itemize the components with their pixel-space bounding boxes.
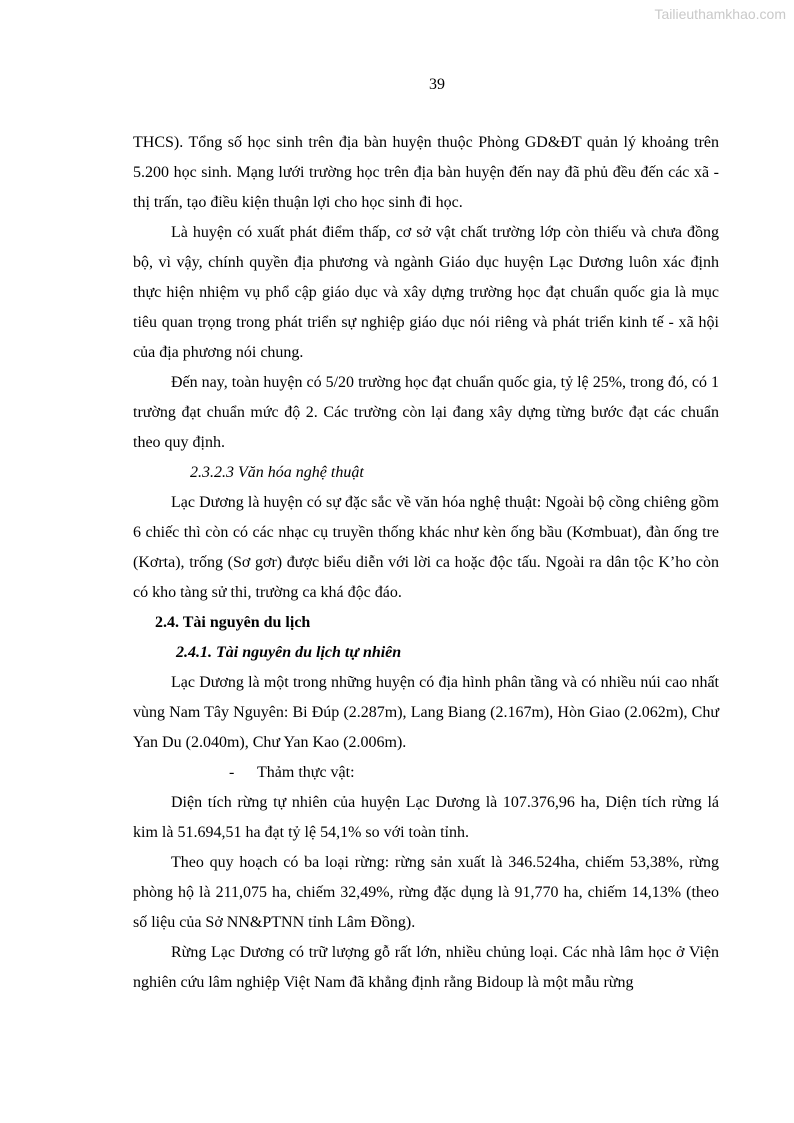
heading-tourism-resources: 2.4. Tài nguyên du lịch: [155, 614, 311, 631]
page-number: 39: [429, 76, 445, 93]
watermark: Tailieuthamkhao.com: [654, 6, 786, 22]
heading-culture-arts: 2.3.2.3 Văn hóa nghệ thuật: [190, 464, 364, 481]
heading-natural-tourism-resources: 2.4.1. Tài nguyên du lịch tự nhiên: [176, 644, 402, 661]
paragraph-education-goals: Là huyện có xuất phát điểm thấp, cơ sở vật chất trường lớp còn thiếu và chưa đồng bộ, vì vậy, chính quyền địa phương và ngành Giáo dục huyện Lạc Dương luôn xác định thực hiện nhiệm vụ phổ cập giáo dục và xây dựng trường học đạt chuẩn quốc gia là mục tiêu quan trọng trong phát triển sự nghiệp giáo dục nói riêng và phát triển kinh tế - xã hội của địa phương nói chung.: [133, 224, 719, 361]
paragraph-schools-count: THCS). Tổng số học sinh trên địa bàn huyện thuộc Phòng GD&ĐT quản lý khoảng trên 5.200 học sinh. Mạng lưới trường học trên địa bàn huyện đến nay đã phủ đều đến các xã - thị trấn, tạo điều kiện thuận lợi cho học sinh đi học.: [133, 134, 719, 211]
bullet-vegetation: [133, 758, 719, 788]
paragraph-forest-planning: Theo quy hoạch có ba loại rừng: rừng sản xuất là 346.524ha, chiếm 53,38%, rừng phòng hộ là 211,075 ha, chiếm 32,49%, rừng đặc dụng là 91,770 ha, chiếm 14,13% (theo số liệu của Sở NN&PTNN tỉnh Lâm Đồng).: [133, 854, 719, 931]
document-body: [133, 128, 719, 998]
paragraph-forest-area: Diện tích rừng tự nhiên của huyện Lạc Dương là 107.376,96 ha, Diện tích rừng lá kim là 51.694,51 ha đạt tỷ lệ 54,1% so với toàn tỉnh.: [133, 794, 719, 841]
paragraph-culture-arts: Lạc Dương là huyện có sự đặc sắc về văn hóa nghệ thuật: Ngoài bộ cồng chiêng gồm 6 chiếc thì còn có các nhạc cụ truyền thống khác như kèn ống bầu (Kơmbuat), đàn ống tre (Kơrta), trống (Sơ gơr) được biểu diễn với lời ca hoặc độc tấu. Ngoài ra dân tộc K’ho còn có kho tàng sử thi, trường ca khá độc đáo.: [133, 494, 719, 601]
bullet-dash: -: [229, 764, 235, 781]
bullet-text: Thảm thực vật:: [257, 764, 355, 781]
paragraph-timber-reserves: Rừng Lạc Dương có trữ lượng gỗ rất lớn, nhiều chủng loại. Các nhà lâm học ở Viện nghiên cứu lâm nghiệp Việt Nam đã khẳng định rằng Bidoup là một mẫu rừng: [133, 944, 719, 991]
paragraph-terrain: Lạc Dương là một trong những huyện có địa hình phân tầng và có nhiều núi cao nhất vùng Nam Tây Nguyên: Bi Đúp (2.287m), Lang Biang (2.167m), Hòn Giao (2.062m), Chư Yan Du (2.040m), Chư Yan Kao (2.006m).: [133, 674, 719, 751]
paragraph-standard-schools: Đến nay, toàn huyện có 5/20 trường học đạt chuẩn quốc gia, tỷ lệ 25%, trong đó, có 1 trường đạt chuẩn mức độ 2. Các trường còn lại đang xây dựng từng bước đạt các chuẩn theo quy định.: [133, 374, 719, 451]
